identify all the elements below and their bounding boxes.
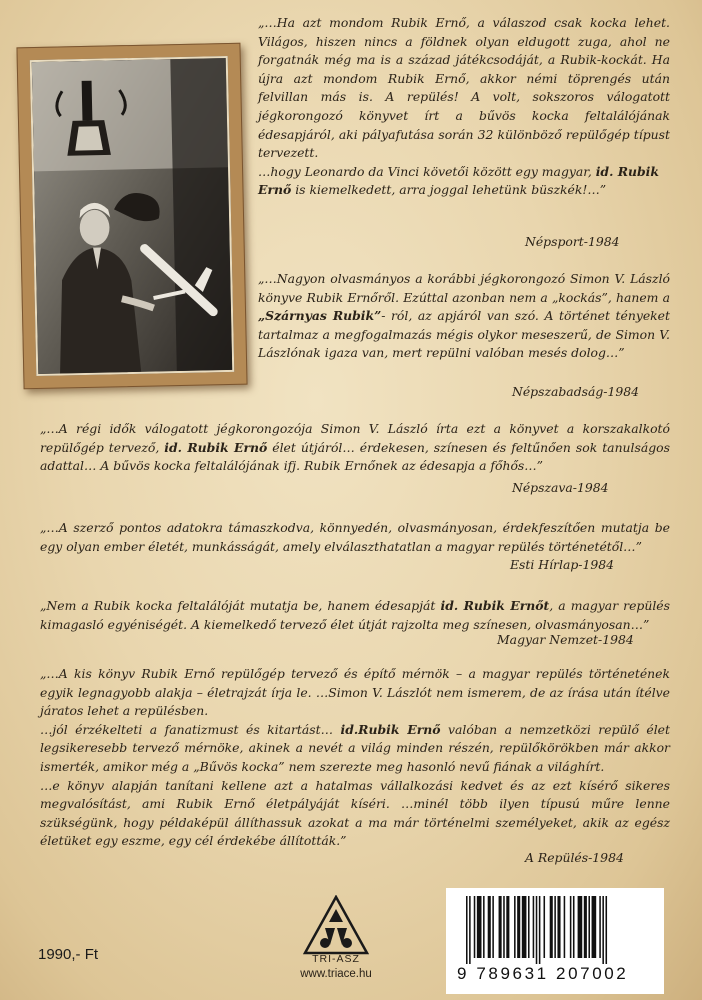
quote-nepszava [40,420,670,476]
quote-nepsport [258,14,670,200]
quote-esti-hirlap-paragraph: „…A szerző pontos adatokra támaszkodva, könnyedén, olvasmányosan, érdekfeszítően mutatja be egy olyan ember életét, munkásságát, amely elválaszthatatlan a magyar repülés történetétől…” [40,520,670,554]
quote-a-repules-paragraph-3: …e könyv alapján tanítani kellene azt a hatalmas vállalkozási kedvet és az ezt kísérő sikeres megvalósítást, ami Rubik Ernő életpályáját kíséri. …minél több ilyen típusú műre lenne szükségünk, hogy példaképül állíthassuk azokat a ma már történelmi személyeket, akik az egész életüket egy eszme, egy cél érdekébe állították.” [40,777,670,849]
quote-nepszabadsag [258,270,670,363]
quote-nepszabadsag-paragraph: „…Nagyon olvasmányos a korábbi jégkorongozó Simon V. László könyve Rubik Ernőről. Ezúttal azonban nem a „kockás”, hanem a „Szárnyas Rubik”- ról, az apjáról van szó. A történet tényeket tartalmaz a megfogalmazás mégis olykor meseszerű, de Simon V. Lászlónak igaza van, mert repülni valóban mesés dolog…” [258,271,670,361]
publisher-website: www.triace.hu [300,968,372,980]
isbn-number: 9 789631 207002 [457,964,629,983]
isbn-barcode [446,888,664,994]
source-nepsport: Népsport-1984 [525,234,620,249]
publisher-name: TRI-ÁSZ [312,953,360,965]
source-esti-hirlap: Esti Hírlap-1984 [510,557,614,572]
quote-a-repules-paragraph-2: …jól érzékelteti a fanatizmust és kitartást… id.Rubik Ernő valóban a nemzetközi repülő élet legsikeresebb tervező mérnöke, akinek a nevét a világ minden részén, repülőkörökben már akkor ismerték, amikor még a „Bűvös kocka” nem szerezte meg hasonló nevű fiának a világhírt. [40,721,670,774]
source-a-repules: A Repülés-1984 [525,850,624,865]
author-photo-frame [16,43,247,390]
photo-illustration [32,58,232,374]
quote-nepszava-paragraph: „…A régi idők válogatott jégkorongozója Simon V. László írta ezt a könyvet a korszakalkotó repülőgép tervező, id. Rubik Ernő élet útjáról… érdekesen, színesen és feltűnően sok tanulságos adattal… A bűvös kocka feltalálójának ifj. Rubik Ernőnek az édesapja a főhős…” [40,421,670,474]
publisher-logo-icon [303,895,369,955]
quote-magyar-nemzet [40,597,670,634]
source-nepszava: Népszava-1984 [512,480,609,495]
quote-esti-hirlap [40,519,670,556]
price-label: 1990,- Ft [38,946,99,963]
quote-a-repules [40,665,670,851]
quote-magyar-nemzet-paragraph: „Nem a Rubik kocka feltalálóját mutatja be, hanem édesapját id. Rubik Ernőt, a magyar repülés kimagasló egyéniségét. A kiemelkedő tervező élet útját rajzolta meg színesen, olvasmányosan…” [40,598,671,632]
source-magyar-nemzet: Magyar Nemzet-1984 [497,632,634,647]
source-nepszabadsag: Népszabadság-1984 [512,384,640,399]
quote-a-repules-paragraph-1: „…A kis könyv Rubik Ernő repülőgép tervező és építő mérnök – a magyar repülés történetének egyik legnagyobb alakja – életrajzát írja le. …Simon V. Lászlót nem ismerem, de az írása után ítélve járatos lehet a repülésben. [40,666,670,719]
rubik-erno-photo [30,56,235,376]
quote-nepsport-paragraph-2: …hogy Leonardo da Vinci követői között egy magyar, id. Rubik Ernő is kiemelkedett, arra joggal lehetünk büszkék!…” [258,163,659,198]
barcode-bars [466,896,646,964]
quote-nepsport-paragraph-1: „…Ha azt mondom Rubik Ernő, a válaszod csak kocka lehet. Világos, hiszen nincs a földnek olyan eldugott zuga, ahol ne forgatnák még ma is a század játékcsodáját, a Rubik-kockát. Ha újra azt mondom Rubik Ernő, akkor némi töprengés után felvillan más is. A repülés! A volt, sokszoros válogatott jégkorongozó könyvet írt a bűvös kocka feltalálójának édesapjáról, aki pályafutása során 32 különböző repülőgép típust tervezett. [258,15,670,161]
